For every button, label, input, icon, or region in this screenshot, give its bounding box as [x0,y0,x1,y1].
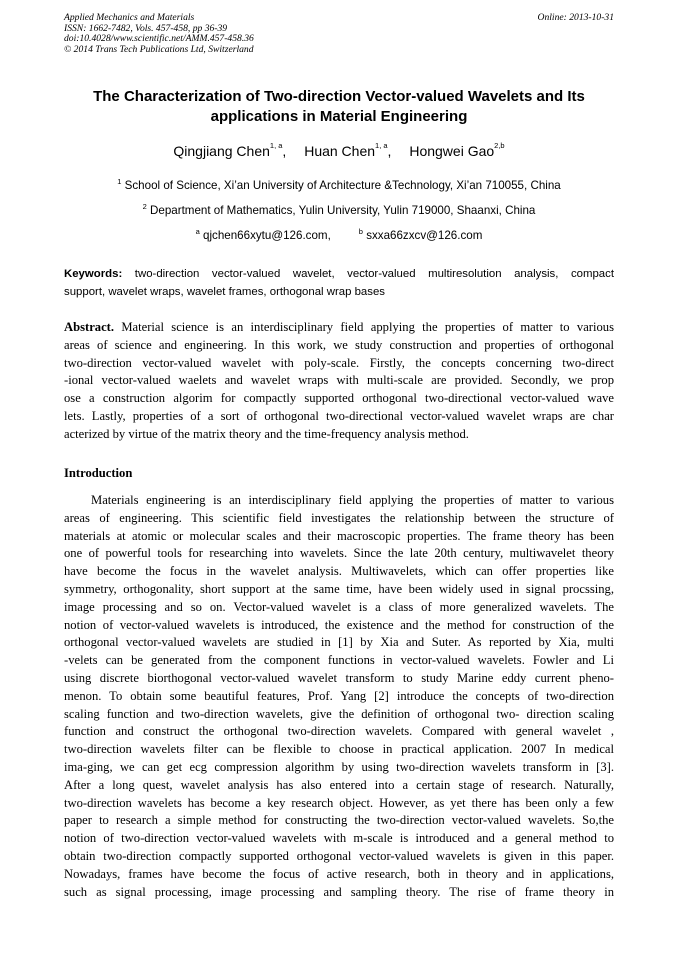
abstract-line: ose a construction algorim for compactly supported orthogonal two-directional vector-valued wave [64,391,614,406]
intro-line: paper to research a simple method for constructing the two-direction vector-valued wavelets. So,the [64,813,614,828]
email-b: sxxa66zxcv@126.com [366,229,483,242]
affiliation-marker: 2 [142,202,147,211]
intro-line: such as signal processing, image processing and sampling theory. The rise of frame theory in [64,884,614,899]
email-a: qjchen66xytu@126.com, [203,229,331,242]
doi-line: doi:10.4028/www.scientific.net/AMM.457-458.36 [64,33,254,45]
affiliation-1 [64,179,614,192]
intro-line: two-direction wavelets has become a key research object. However, as yet there has been only a few [64,795,614,810]
author-list [64,143,614,159]
author-separator: , [387,143,392,159]
affiliation-text: Department of Mathematics, Yulin University, Yulin 719000, Shaanxi, China [150,204,536,217]
title-line-2: applications in Material Engineering [210,108,468,125]
intro-line: image processing and so on. Vector-valued wavelet is a class of more generalized wavelets. The [64,599,614,614]
intro-line: function and construct the orthogonal two-direction wavelets. Compared with general wavelet , [64,724,614,739]
intro-line: Nowadays, frames have become the focus of active research, both in theory and in applications, [64,866,614,881]
email-marker: b [358,227,363,236]
intro-line: obtain two-direction compactly supported orthogonal vector-valued wavelets is given in this paper. [64,848,614,863]
email-line [64,229,614,242]
abstract-line: areas of science and engineering. In this work, we study construction and properties of orthogonal [64,337,614,352]
online-date: Online: 2013-10-31 [537,12,614,23]
author [173,143,286,159]
intro-line: materials at atomic or molecular scales and their macroscopic properties. The frame theory has been [64,528,614,543]
keywords-label: Keywords: [64,268,123,280]
intro-line: areas of engineering. This scientific field investigates the relationship between the structure of [64,510,614,525]
intro-line: Materials engineering is an interdisciplinary field applying the properties of matter to various [91,493,614,507]
keywords-line: support, wavelet wraps, wavelet frames, orthogonal wrap bases [64,285,385,298]
keywords-text: two-direction vector-valued wavelet, vector-valued multiresolution analysis, compact [134,268,615,280]
abstract-line: lets. Lastly, properties of a sort of orthogonal two-directional vector-valued wavelet wraps are char [64,408,614,423]
copyright-line: © 2014 Trans Tech Publications Ltd, Switzerland [64,43,254,55]
abstract-line: -ional vector-valued waelets and wavelet wraps with multi-scale are provided. Secondly, we prop [64,373,614,388]
intro-line: After a long quest, wavelet analysis has also entered into a certain stage of research. Naturally, [64,777,614,792]
affiliation-text: School of Science, Xi’an University of Architecture &Technology, Xi’an 710055, China [124,179,561,192]
abstract [64,319,614,444]
author [409,143,504,159]
journal-name: Applied Mechanics and Materials [64,12,195,23]
section-heading: Introduction [64,466,133,480]
intro-line: orthogonal vector-valued wavelets are studied in [1] by Xia and Suter. As reported by Xia, multi [64,635,614,650]
issn-line: ISSN: 1662-7482, Vols. 457-458, pp 36-39 [64,22,228,34]
author-affil-marker: 2,b [494,141,505,150]
intro-line: ima-ging, we can get ecg compression algorithm by using two-direction wavelets transform in [3]. [64,759,614,774]
intro-line: menon. To obtain some beautiful features, Prof. Yang [2] introduce the concepts of two-direction [64,688,614,703]
intro-line: using discrete biorthogonal vector-valued wavelet transform to study Marine eddy current pheno- [64,670,614,685]
intro-line: notion of vector-valued wavelets is introduced, the existence and the method for construction of the [64,617,614,632]
intro-line: have become the focus in the wavelet analysis. Multiwavelets, which can offer properties like [64,564,614,579]
author-name: Qingjiang Chen [173,143,270,159]
author-name: Hongwei Gao [409,143,495,159]
keywords [64,266,614,302]
intro-line: two-direction wavelets filter can be flexible to choose in practical application. 2007 In medical [64,742,614,757]
title-line-1: The Characterization of Two-direction Vector-valued Wavelets and Its [93,88,585,105]
introduction-body [64,492,614,901]
keywords-line [64,266,614,284]
author [304,143,391,159]
affiliation-2 [64,204,614,217]
author-affil-marker: 1, a [375,141,388,150]
paper-title [64,87,614,127]
intro-line: symmetry, orthogonality, short support at the same time, have been widely used in signal procssing, [64,581,614,596]
abstract-line: acterized by virtue of the matrix theory and the time-frequency analysis method. [64,426,469,441]
author-separator: , [282,143,287,159]
email-marker: a [195,227,200,236]
author-name: Huan Chen [304,143,376,159]
intro-line: notion of two-direction vector-valued wavelets with m-scale is introduced and a general method to [64,831,614,846]
intro-line: one of powerful tools for researching into wavelets. Since the late 20th century, multiwavelet theory [64,546,614,561]
abstract-line: Abstract. Material science is an interdisciplinary field applying the properties of matter to various [64,320,614,334]
intro-line: -velets can be generated from the component functions in vector-valued wavelets. Fowler and Li [64,653,614,668]
intro-line: scaling function and two-direction wavelets, give the definition of orthogonal two- direction scaling [64,706,614,721]
author-affil-marker: 1, a [269,141,283,150]
abstract-label: Abstract. [64,320,115,334]
affiliation-marker: 1 [117,177,122,186]
journal-header [64,13,254,55]
abstract-line: two-direction vector-valued wavelet with poly-scale. Firstly, the concepts concerning two-direct [64,355,614,370]
